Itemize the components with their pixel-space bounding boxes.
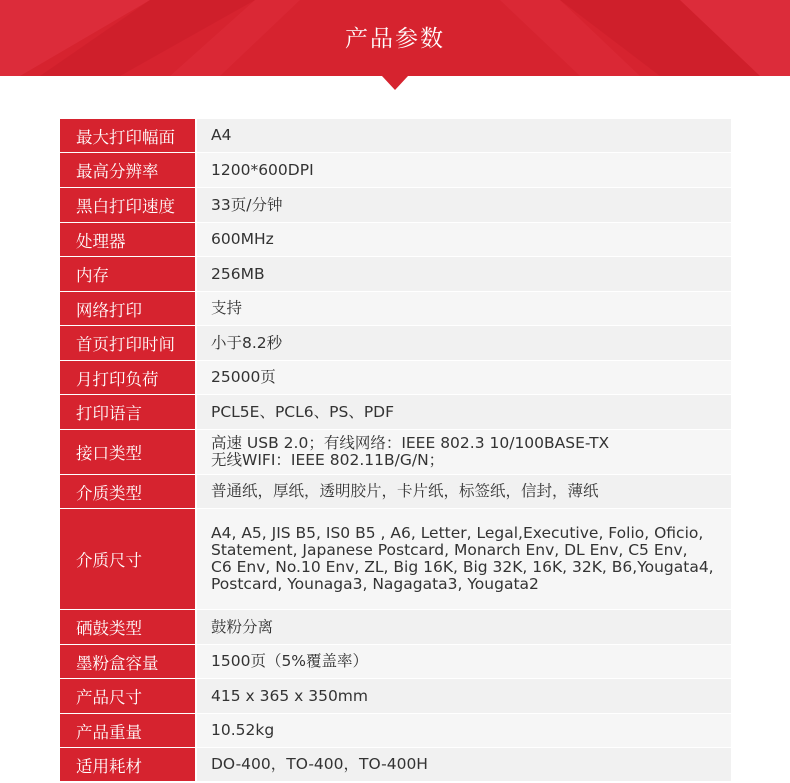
spec-value (197, 610, 731, 644)
spec-value-line: 支持 (211, 299, 243, 317)
spec-value-line: 高速 USB 2.0；有线网络：IEEE 802.3 10/100BASE-TX (211, 434, 610, 452)
spec-label: 处理器 (60, 223, 197, 256)
table-row (60, 714, 731, 748)
spec-value-line: 256MB (211, 264, 265, 283)
spec-value (197, 326, 731, 360)
spec-label: 最高分辨率 (60, 153, 197, 187)
table-row (60, 223, 731, 257)
spec-value-line: A4, A5, JIS B5, IS0 B5 , A6, Letter, Legal,Executive, Folio, Oficio, (211, 524, 704, 542)
spec-value-line: Postcard, Younaga3, Nagagata3, Yougata2 (211, 575, 539, 593)
spec-label: 网络打印 (60, 292, 197, 325)
spec-label: 产品尺寸 (60, 679, 197, 713)
spec-value (197, 257, 731, 291)
spec-value-line: 1500页（5%覆盖率） (211, 652, 369, 670)
table-row (60, 395, 731, 430)
spec-label: 墨粉盒容量 (60, 645, 197, 678)
spec-label: 介质类型 (60, 475, 197, 508)
spec-value (197, 119, 731, 152)
spec-value-line: 600MHz (211, 230, 274, 248)
spec-value-line: 普通纸，厚纸，透明胶片，卡片纸，标签纸，信封，薄纸 (211, 482, 599, 500)
table-row (60, 748, 731, 782)
spec-value (197, 430, 731, 474)
spec-value (197, 292, 731, 325)
spec-value-line: PCL5E、PCL6、PS、PDF (211, 402, 395, 421)
spec-label: 内存 (60, 257, 197, 291)
spec-label: 月打印负荷 (60, 361, 197, 394)
spec-value (197, 679, 731, 713)
spec-label: 适用耗材 (60, 748, 197, 781)
spec-label: 产品重量 (60, 714, 197, 747)
table-row (60, 430, 731, 475)
spec-label: 接口类型 (60, 430, 197, 474)
spec-label: 最大打印幅面 (60, 119, 197, 152)
spec-value-line: DO-400，TO-400，TO-400H (211, 755, 428, 773)
table-row (60, 645, 731, 679)
spec-value-line: A4 (211, 126, 232, 144)
spec-value (197, 748, 731, 781)
spec-table (60, 119, 731, 782)
table-row (60, 119, 731, 153)
spec-value (197, 361, 731, 394)
table-row (60, 292, 731, 326)
table-row (60, 679, 731, 714)
table-row (60, 257, 731, 292)
spec-value-line: C6 Env, No.10 Env, ZL, Big 16K, Big 32K, 16K, 32K, B6,Yougata4, (211, 558, 714, 576)
spec-value-line: 25000页 (211, 368, 276, 386)
spec-label: 打印语言 (60, 395, 197, 429)
table-row (60, 188, 731, 223)
spec-value (197, 188, 731, 222)
spec-label: 首页打印时间 (60, 326, 197, 360)
spec-label: 黑白打印速度 (60, 188, 197, 222)
table-row (60, 153, 731, 188)
header-banner (0, 0, 790, 90)
spec-value-line: 小于8.2秒 (211, 333, 283, 352)
spec-value-line: 1200*600DPI (211, 160, 314, 179)
page-title: 产品参数 (345, 26, 445, 52)
spec-value-line: 鼓粉分离 (211, 617, 274, 636)
spec-value-line: 33页/分钟 (211, 195, 283, 214)
spec-value (197, 395, 731, 429)
table-row (60, 509, 731, 610)
spec-value (197, 475, 731, 508)
spec-value-line: 415 x 365 x 350mm (211, 686, 369, 705)
spec-value-line: Statement, Japanese Postcard, Monarch Env, DL Env, C5 Env, (211, 541, 688, 559)
spec-value (197, 153, 731, 187)
table-row (60, 326, 731, 361)
table-row (60, 361, 731, 395)
spec-value (197, 714, 731, 747)
spec-value-line: 10.52kg (211, 721, 275, 739)
spec-label: 硒鼓类型 (60, 610, 197, 644)
spec-value-line: 无线WIFI：IEEE 802.11B/G/N； (211, 451, 445, 469)
spec-value (197, 645, 731, 678)
table-row (60, 610, 731, 645)
spec-label: 介质尺寸 (60, 509, 197, 609)
spec-value (197, 509, 731, 609)
table-row (60, 475, 731, 509)
spec-value (197, 223, 731, 256)
